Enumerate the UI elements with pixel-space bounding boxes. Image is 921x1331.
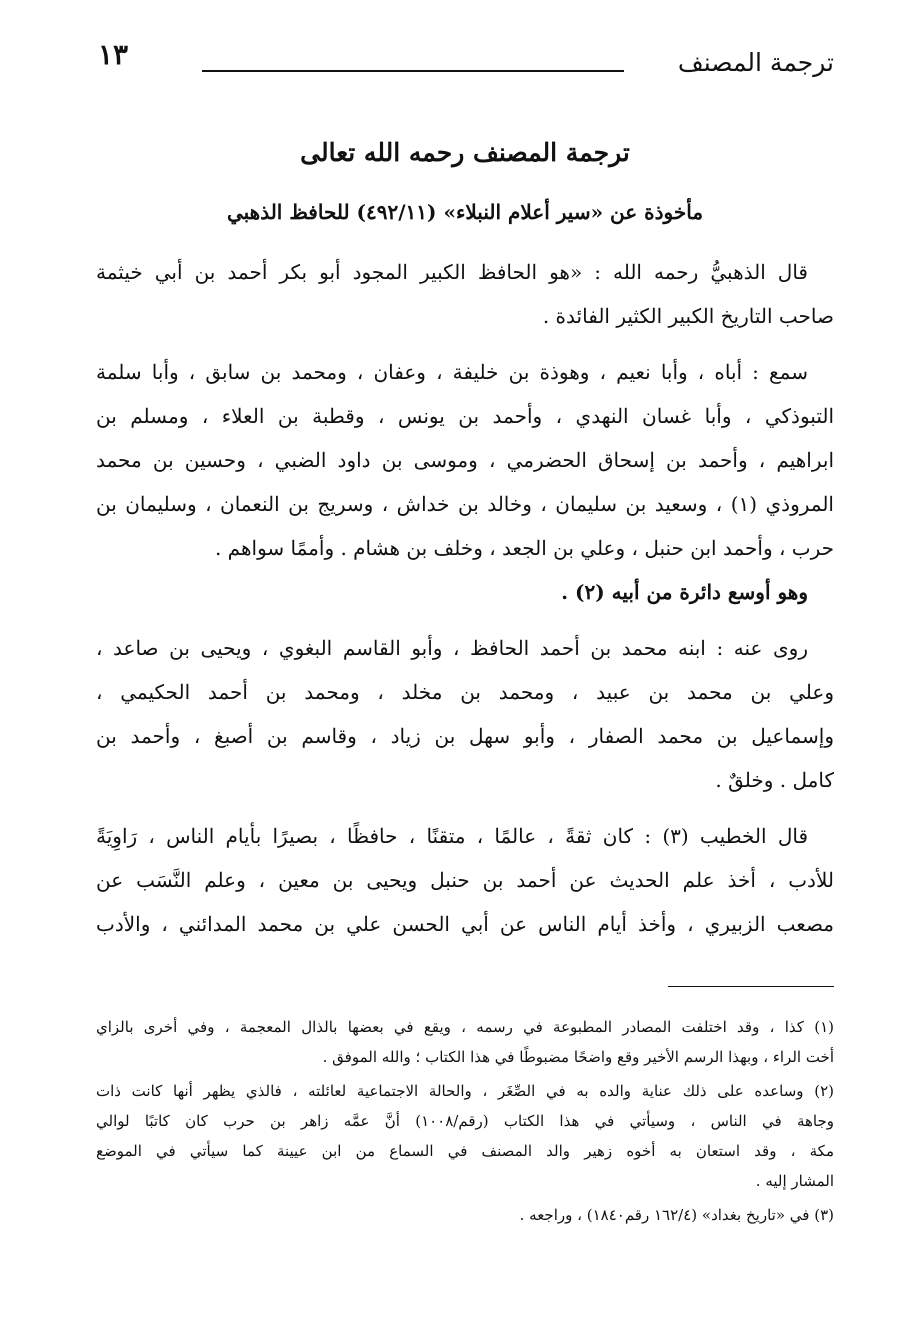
footnote-line: مكة ، وقد استعان به أخوه زهير والد المصنف في السماع من ابن عيينة كما سيأتي في الموضع [96,1142,834,1160]
paragraph-1 [96,250,834,338]
footnote-line: (٢) وساعده على ذلك عناية والده به في الصِّغَر ، والحالة الاجتماعية لعائلته ، فالذي يظهر أنها كانت ذات [96,1082,834,1100]
text-line: روى عنه : ابنه محمد بن أحمد الحافظ ، وأبو القاسم البغوي ، ويحيى بن صاعد ، [96,636,808,660]
footnote-3 [96,1200,834,1230]
text-line: مصعب الزبيري ، وأخذ أيام الناس عن أبي الحسن علي بن محمد المدائني ، والأدب [96,912,834,936]
text-line: حرب ، وأحمد ابن حنبل ، وعلي بن الجعد ، وخلف بن هشام . وأممًا سواهم . [214,536,834,560]
text-line: سمع : أباه ، وأبا نعيم ، وهوذة بن خليفة ، وعفان ، ومحمد بن سابق ، وأبا سلمة [96,360,809,384]
footnote-2 [96,1076,834,1196]
text-line: التبوذكي ، وأبا غسان النهدي ، وأحمد بن يونس ، وقطبة بن العلاء ، ومسلم بن [96,404,834,428]
text-line: وعلي بن محمد بن عبيد ، ومحمد بن مخلد ، ومحمد بن أحمد الحكيمي ، [96,680,834,704]
running-title: ترجمة المصنف [677,48,834,77]
paragraph-4 [96,814,834,946]
footnote-line: (١) كذا ، وقد اختلفت المصادر المطبوعة في رسمه ، ويقع في بعضها بالذال المعجمة ، وفي أخرى بالزاي [96,1018,834,1036]
paragraph-3 [96,626,834,802]
text-line: صاحب التاريخ الكبير الكثير الفائدة . [542,304,834,328]
text-line: قال الذهبيُّ رحمه الله : «هو الحافظ الكبير المجود أبو بكر أحمد بن أبي خيثمة [96,260,808,284]
paragraph-2 [96,350,834,614]
text-line: المروذي (١) ، وسعيد بن سليمان ، وخالد بن خداش ، وسريج بن النعمان ، وسليمان بن [96,492,834,516]
footnote-line: أخت الراء ، وبهذا الرسم الأخير وقع واضحًا مضبوطًا في هذا الكتاب ؛ والله الموفق . [322,1048,834,1066]
footnote-line: وجاهة في الناس ، وسيأتي في هذا الكتاب (رقم/١٠٠٨) أنَّ عمَّه زاهر بن حرب كان كاتبًا لوالي [96,1112,834,1130]
header-rule [202,70,624,72]
body-text [96,250,834,946]
running-header [96,38,834,82]
text-line: وهو أوسع دائرة من أبيه (٢) . [561,580,808,604]
text-line: ابراهيم ، وأحمد بن إسحاق الحضرمي ، وموسى بن داود الضبي ، وحسين بن محمد [96,448,834,472]
text-line: كامل . وخلقٌ . [715,768,834,792]
footnote-1 [96,1012,834,1072]
footnote-rule [668,986,834,987]
sub-title: مأخوذة عن «سير أعلام النبلاء» (٤٩٢/١١) للحافظ الذهبي [226,200,704,224]
footnotes [96,1012,834,1230]
text-line: قال الخطيب (٣) : كان ثقةً ، عالمًا ، متقنًا ، حافظًا ، بصيرًا بأيام الناس ، رَاوِيَةً [96,824,808,848]
text-line: للأدب ، أخذ علم الحديث عن أحمد بن حنبل ويحيى بن معين ، وعلم النَّسَب عن [96,868,834,892]
main-title: ترجمة المصنف رحمه الله تعالى [300,138,630,167]
text-line: وإسماعيل بن محمد الصفار ، وأبو سهل بن زياد ، وقاسم بن أصبغ ، وأحمد بن [96,724,834,748]
footnote-line: (٣) في «تاريخ بغداد» (١٦٢/٤ رقم١٨٤٠) ، وراجعه . [519,1206,834,1224]
page-number: ١٣ [98,38,129,71]
footnote-line: المشار إليه . [755,1172,834,1190]
